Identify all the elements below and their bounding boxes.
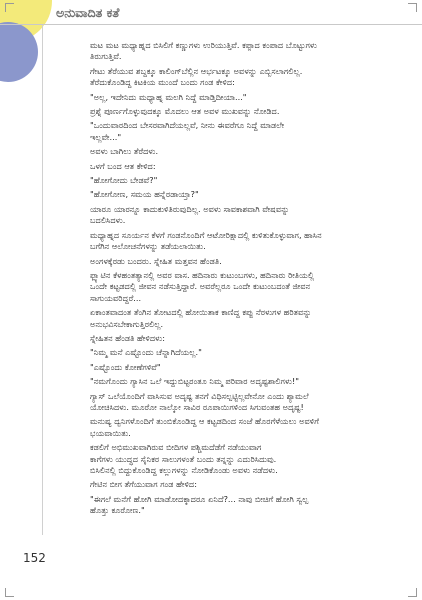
paragraph: [78, 204, 378, 227]
crop-mark: [408, 588, 417, 597]
text-line: ಗೇಟು ತೆರೆಯುವ ಶಬ್ದಕ್ಕೂ ಕಾಲಿಂಗ್‌ಬೆಲ್ಲಿನ ಆರ್ಭಟಕ್ಕೂ ಅವಳನ್ನು ಎಬ್ಬಿಸಲಾಗಲಿಲ್ಲ.: [90, 65, 303, 76]
text-line: ಕಡಲಿಗೆ ಅಭಿಮುಖವಾಗಿರುವ ಬೀದಿಗಳ ಪಶ್ಚಿಮದೆಡೆಗೆ ನಡೆಯುವಾಗ: [90, 442, 262, 453]
text-line: "ಹೋಗೋದು ಬೇಡವೆ?": [90, 175, 158, 186]
text-line: ಮಧ್ಯಾಹ್ನದ ಸೂರ್ಯನ ಕೆಳಗೆ ಗಂಡನೊಂದಿಗೆ ಆಟೋರಿಕ್ಷಾದಲ್ಲಿ ಕುಳಿತುಕೊಳ್ಳುವಾಗ, ಹಾಸಿನ: [90, 229, 322, 240]
text-line: "ಹೋಗೋಣ, ಸಮಯ ಹನ್ನೆರಡಾಯ್ತಾ?": [90, 189, 199, 200]
text-line: "ಒಂದುವಾರದಿಂದ ಬೇಸರವಾಗಿದೆಯಲ್ಲವೆ, ನೀನು ಈವರೆಗೂ ನಿದ್ದೆ ಮಾಡಲೇ: [90, 120, 285, 131]
paragraph: [78, 376, 378, 387]
text-line: ಫ್ಲ್ಯಾಟಿನ ಕೆಳಹಂತತ್ಯಾನಲ್ಲಿ ಅವರ ವಾಸ. ಹದಿನಾರು ಕುಟುಂಬಗಳು, ಹದಿನಾರು ರೀತಿಯಲ್ಲಿ: [90, 269, 315, 280]
text-line: ಗ್ಯಾಸ್ ಒಲೆಯೊಂದಿಗೆ ವಾಸಿಸುವ ಅದೃಷ್ಟ ತನಗೆ ವಿಧಿಸಲ್ಪಟ್ಟಿಲ್ಲವೇನೋ ಎಂದು ಶ್ಯಾಮಲೆ: [90, 390, 309, 401]
crop-mark: [408, 3, 417, 12]
paragraph: [78, 92, 378, 103]
paragraph: [78, 307, 378, 330]
paragraph: [78, 189, 378, 200]
text-line: ಗೇಟಿನ ಬೀಗ ತೆಗೆಯುವಾಗ ಗಂಡ ಹೇಳಿದ:: [90, 479, 197, 490]
text-line: "ಈಗಲೆ ಮನೆಗೆ ಹೋಗಿ ಮಾಡೋದಕ್ಕಾದರೂ ಏನಿದೆ?... ನಾವು ಬೀಚಿಗೆ ಹೋಗಿ ಸ್ವಲ್ಪ: [90, 493, 309, 504]
page-header-title: ಅನುವಾದಿತ ಕತೆ: [56, 5, 120, 20]
story-body: [78, 40, 378, 520]
text-line: ಬಿಸಿಲಿನಲ್ಲಿ ಬಿದ್ದುಕೊಂಡಿದ್ದ ಕಲ್ಲುಗಳನ್ನು ನೋಡಿಕೊಂಡು ಅವಳು ನಡೆದಳು.: [90, 465, 278, 475]
text-line: ಸ್ನೇಹಿತನ ಹೆಂಡತಿ ಹೇಳಿದಳು:: [90, 332, 165, 343]
text-line: ಬಗೆಗಿನ ಆಲೋಚನೆಗಳನ್ನು ತಡೆಯಲಾಯಿತು.: [90, 241, 206, 252]
text-line: ಯೋಚಿಸಿದಳು. ಮೂರೋ ನಾಲ್ಕೋ ಸಾವಿರ ರೂಪಾಯಿಗಳಿಂದ ಸಿಗುವಂತಹ ಅದೃಷ್ಟ!: [90, 401, 304, 412]
text-line: ತೆರೆದುಕೊಂಡಿದ್ದ ಕಿಟಕಿಯ ಮುಂದೆ ಬಂದು ಗಂಡ ಕೇಳಿದ:: [90, 77, 235, 88]
paragraph: [78, 40, 378, 63]
text-line: ಮಟ ಮಟ ಮಧ್ಯಾಹ್ನದ ಬಿಸಿಲಿಗೆ ಕಣ್ಣುಗಳು ಉರಿಯುತ್ತಿವೆ. ಕಪ್ಪಾದ ಕಂಪಾದ ಬೊಟ್ಟುಗಳು: [90, 40, 317, 50]
paragraph: [78, 146, 378, 157]
paragraph: [78, 442, 378, 476]
text-line: "ಅಲ್ಲ, ಇದೇನಿದು ಮಧ್ಯಾಹ್ನ ಮಲಗಿ ನಿದ್ದೆ ಮಾಡ್ತಿದೀಯಾ...": [90, 91, 247, 102]
text-line: ಬದಲಿಸಿದಳು.: [90, 215, 126, 226]
paragraph: [78, 333, 378, 344]
paragraph: [78, 256, 378, 267]
margin-rule: [42, 25, 43, 535]
paragraph: [78, 479, 378, 490]
paragraph: [78, 230, 378, 253]
paragraph: [78, 416, 378, 439]
text-line: ತಿರುಗುತ್ತಿವೆ.: [90, 51, 122, 62]
paragraph: [78, 391, 378, 414]
text-line: ಮನುಷ್ಯ ದ್ವನಿಗಳೊಂದಿಗೆ ತುಂಬಿಕೊಂಡಿದ್ದ ಆ ಕಟ್ಟಡದಿಂದ ಸಂಜೆ ಹೊರಗೆಳೆಯಲು ಅವಳಿಗೆ: [90, 416, 320, 427]
text-line: ಒಳಗೆ ಬಂದ ಆತ ಕೇಳಿದ:: [90, 160, 156, 171]
text-line: ಇಲ್ಲವೇ...": [90, 131, 122, 142]
page-number: 152: [23, 551, 46, 565]
text-line: ಪ್ರಶ್ನೆ ಪೂರ್ಣಗೊಳ್ಳುವುದಕ್ಕೂ ಮೊದಲು ಆತ ಅವಳ ಮುಖವನ್ನು ನೋಡಿದ.: [90, 106, 280, 117]
text-line: ಯಾರೂ ಯಾರನ್ನೂ ಕಾದುಕುಳಿತಿರುವುದಿಲ್ಲ. ಅವಳು ಸಾವಕಾಶವಾಗಿ ವೇಷವನ್ನು: [90, 203, 290, 214]
text-line: ಅವಳು ಬಾಗಿಲು ತೆರೆದಳು.: [90, 146, 159, 157]
header-rule: [0, 24, 422, 25]
text-line: ಏಕಾಂತವಾದಂತ ತೆಂಗಿನ ತೋಟದಲ್ಲಿ ಹೋಯಿತಾಕ ಕಾಣಿದ್ದ ಕಪ್ಪು ನೆರಳುಗಳ ಹರಿತವನ್ನು: [90, 307, 312, 318]
text-line: ಸಾಗುಯವರಿದ್ದರೆ...: [90, 292, 142, 303]
paragraph: [78, 175, 378, 186]
text-line: "ಎಷ್ಟೊಂದು ಕೋಣೆಗಳಿವೆ": [90, 361, 161, 372]
crop-mark: [5, 588, 14, 597]
paragraph: [78, 120, 378, 143]
paragraph: [78, 362, 378, 373]
text-line: "ನಿಮ್ಮ ಮನೆ ಎಷ್ಟೊಂದು ಚೆನ್ನಾಗಿದೆಯಲ್ಲ.": [90, 347, 202, 358]
text-line: ಅಂಗಳಕ್ಕೆರಡು ಬಂದರು. ಸ್ನೇಹಿತ ಮತ್ತವನ ಹೆಂಡತಿ.: [90, 255, 222, 266]
text-line: ಕಾಗೆಗಳು ಯುದ್ಧದ ಸೈನಿಕರ ಸಾಲುಗಳಂತೆ ಬಂದು ತನ್ನನ್ನು ಎದುರಿಸಿದುವು.: [90, 453, 277, 464]
text-line: ಭಯವಾಯಿತು.: [90, 427, 131, 438]
crop-mark: [5, 3, 14, 12]
paragraph: [78, 66, 378, 89]
paragraph: [78, 270, 378, 304]
paragraph: [78, 494, 378, 517]
text-line: "ನಮಗೊಂದು ಗ್ಯಾಸಿನ ಒಲೆ ಇದ್ದುಬಿಟ್ಟರಂತೂ ನಿಮ್ಮ ಪರಿವಾರ ಅದೃಷ್ಟಶಾಲಿಗಳು!": [90, 376, 300, 387]
text-line: ಅನುಭವಿಸಬೇಕಾಗುತ್ತಿರಲಿಲ್ಲ.: [90, 318, 164, 329]
paragraph: [78, 347, 378, 358]
paragraph: [78, 106, 378, 117]
text-line: ಒಂದೇ ಕಟ್ಟಡದಲ್ಲಿ ಜೀವನ ನಡೆಸುತ್ತಿದ್ದಾರೆ. ಅವರೆಲ್ಲರೂ ಒಂದೇ ಕುಟುಂಬದಂತೆ ಜೀವನ: [90, 281, 311, 292]
text-line: ಹೊತ್ತು ಕೂರೋಣ.": [90, 505, 145, 516]
paragraph: [78, 161, 378, 172]
